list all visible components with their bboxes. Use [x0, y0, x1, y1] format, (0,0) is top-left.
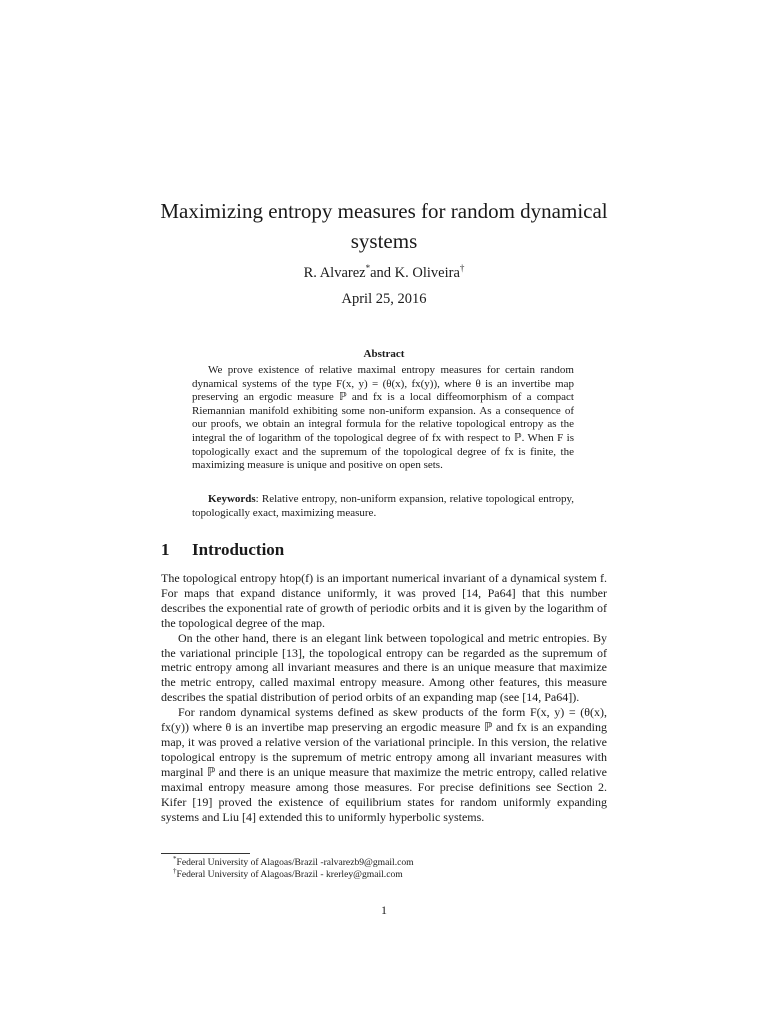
footnote-2-text: Federal University of Alagoas/Brazil - krerley@gmail.com [176, 869, 403, 881]
intro-body [161, 571, 607, 824]
keywords-label: Keywords [208, 493, 256, 505]
footnote-1-text: Federal University of Alagoas/Brazil -ralvarezb9@gmail.com [176, 857, 414, 869]
paper-title: Maximizing entropy measures for random dynamical systems [160, 199, 608, 253]
footnote-2-mark: † [173, 867, 177, 875]
author-1-mark: * [365, 263, 371, 273]
paragraph: For random dynamical systems defined as skew products of the form F(x, y) = (θ(x), fx(y)) where θ is an invertibe map preserving an ergodic measure ℙ and fx is an expanding map, it was proved a relative version of the variational principle. In this version, the relative topological entropy is the supremum of metric entropy among all invariant measures with marginal ℙ and there is an unique measure that maximize the metric entropy, called relative maximal entropy measure among those measures. For precise definitions see Section 2. Kifer [19] proved the existence of equilibrium states for random uniformly expanding systems and Liu [4] extended this to uniformly hyperbolic systems. [161, 705, 607, 824]
authors-line [160, 263, 608, 282]
author-2: and K. Oliveira [370, 264, 460, 281]
abstract-body: We prove existence of relative maximal entropy measures for certain random dynamical systems of the type F(x, y) = (θ(x), fx(y)), where θ is an invertibe map preserving an ergodic measure ℙ and fx is a local diffeomorphism of a compact Riemannian manifold exhibiting some non-uniform expansion. As a consequence of our proofs, we obtain an integral formula for the relative topological entropy as the integral the of logarithm of the topological degree of fx with respect to ℙ. When F is topologically exact and the supremum of the topological degree of fx is finite, the maximizing measure is unique and positive on open sets. [192, 364, 574, 472]
footnote-rule [161, 853, 250, 854]
section-title: Introduction [192, 540, 285, 559]
abstract-heading: Abstract [363, 348, 405, 360]
keywords [192, 493, 574, 520]
paragraph: On the other hand, there is an elegant link between topological and metric entropies. By the variational principle [13], the topological entropy can be regarded as the supremum of metric entropy among all invariant measures and there is an unique measure that maximize the metric entropy, called maximal entropy measure. Among other features, this measure describes the spatial distribution of period orbits of an expanding map (see [14, Pa64]). [161, 630, 607, 705]
footnote-1-mark: * [173, 855, 177, 863]
keywords-text: : Relative entropy, non-uniform expansion, relative topological entropy, topologically exact, maximizing measure. [192, 493, 574, 519]
author-2-mark: † [459, 263, 465, 273]
paper-date: April 25, 2016 [341, 291, 427, 307]
section-heading [161, 540, 284, 560]
footnote-2 [173, 867, 403, 880]
paragraph: The topological entropy htop(f) is an important numerical invariant of a dynamical system f. For maps that expand distance uniformly, it was proved [14, Pa64] that this number describes the exponential rate of growth of periodic orbits and it is given by the logarithm of the topological degree of the map. [161, 571, 607, 630]
section-number: 1 [161, 540, 170, 559]
page-number: 1 [381, 903, 387, 917]
author-1: R. Alvarez [303, 264, 366, 281]
